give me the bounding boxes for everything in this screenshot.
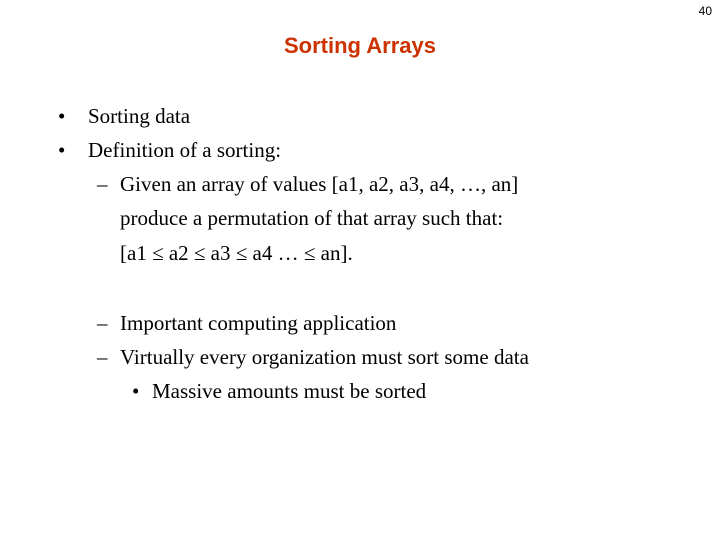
bullet-definition: Definition of a sorting:	[88, 138, 282, 162]
page-number: 40	[698, 4, 712, 18]
sub-sub-bullet-massive-amounts: Massive amounts must be sorted	[152, 379, 427, 403]
sub-bullet-important-application: Important computing application	[120, 311, 397, 335]
dash-marker: –	[97, 172, 108, 196]
sub-bullet-given-array-formula: [a1 ≤ a2 ≤ a3 ≤ a4 … ≤ an].	[120, 241, 353, 265]
bullet-marker: •	[58, 138, 66, 162]
slide-title: Sorting Arrays	[283, 33, 436, 58]
sub-bullet-organizations-sort: Virtually every organization must sort some data	[120, 345, 529, 369]
bullet-marker: •	[58, 104, 66, 128]
sub-bullet-given-array: Given an array of values [a1, a2, a3, a4, …, an]	[120, 172, 519, 196]
bullet-sorting-data: Sorting data	[88, 104, 191, 128]
sub-bullet-given-array-cont: produce a permutation of that array such that:	[120, 206, 504, 230]
bullet-marker: •	[132, 379, 140, 403]
dash-marker: –	[97, 345, 108, 369]
dash-marker: –	[97, 311, 108, 335]
